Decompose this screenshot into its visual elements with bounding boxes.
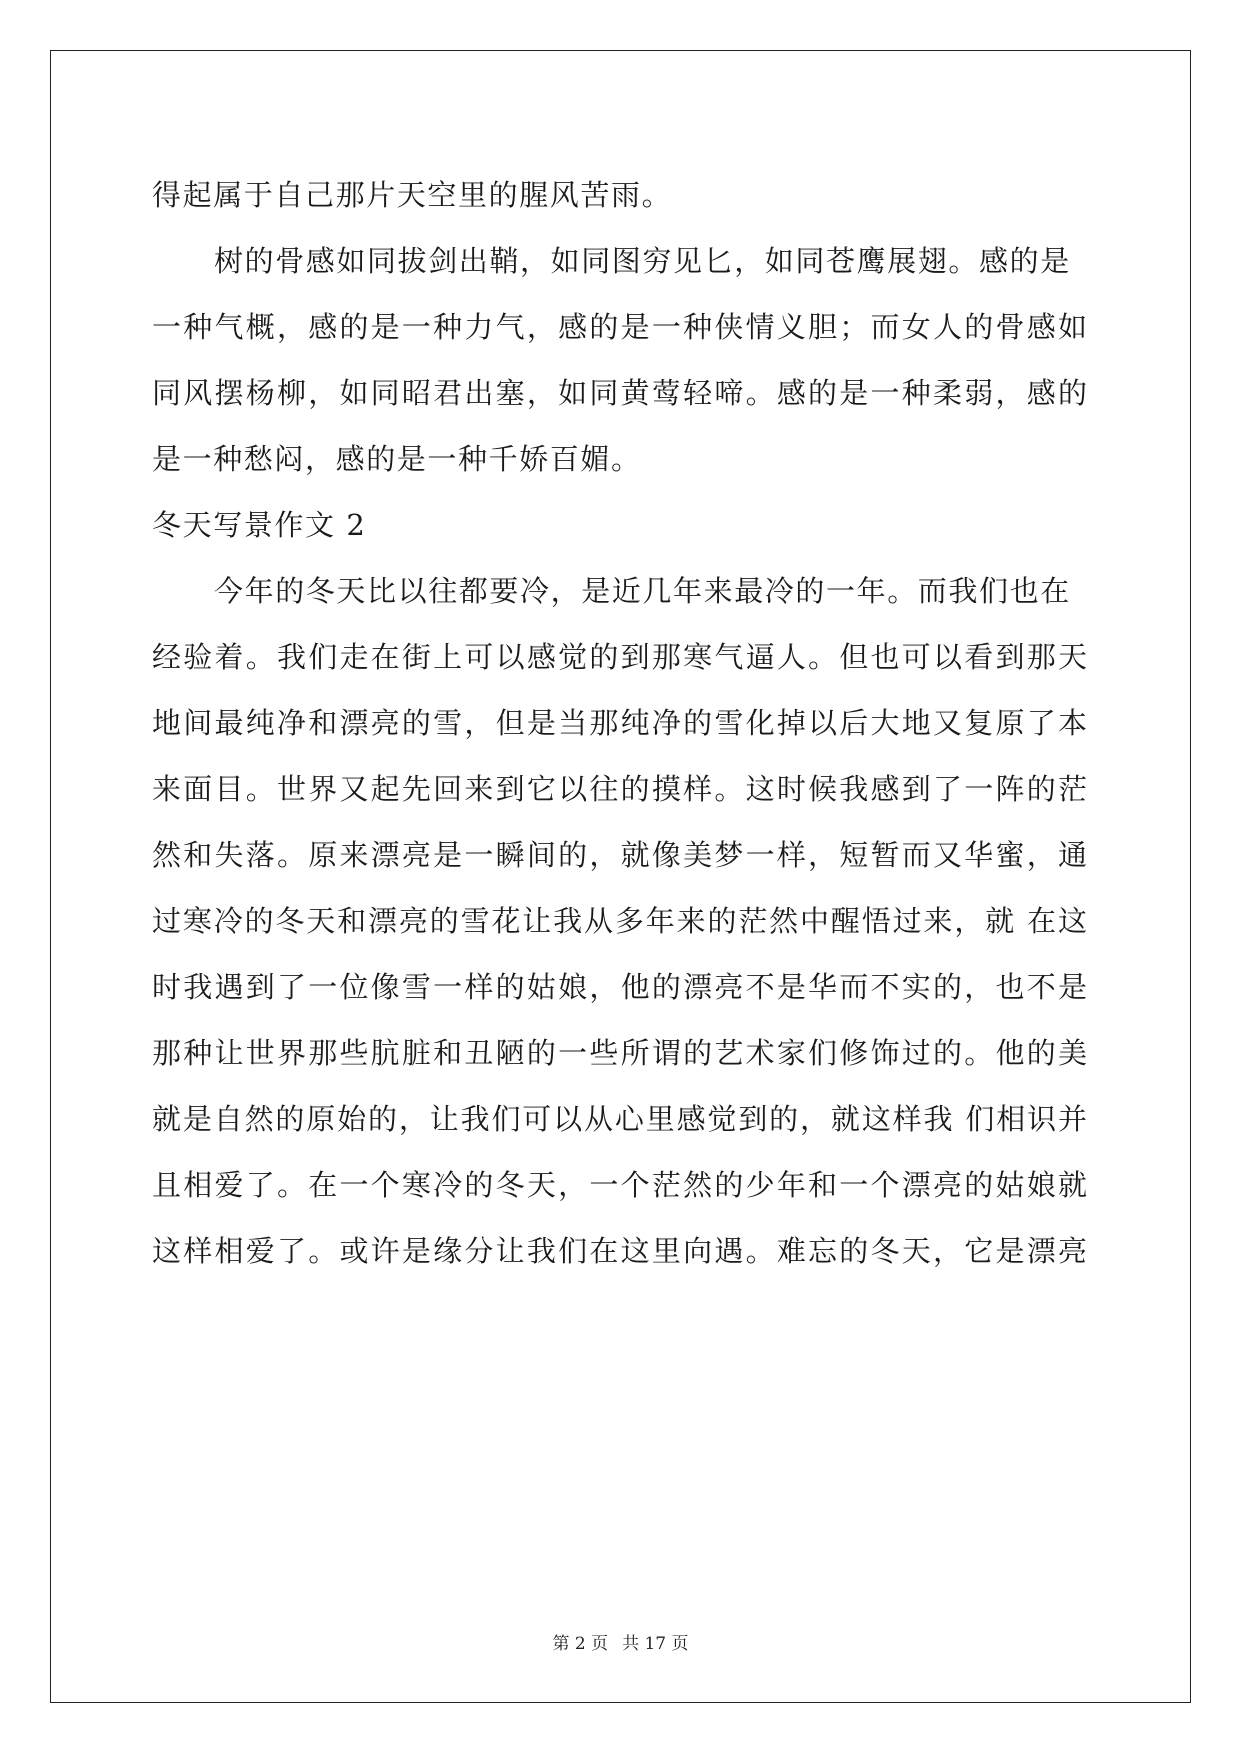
paragraph-line: 是一种愁闷，感的是一种千娇百媚。 (152, 442, 642, 476)
document-body (152, 162, 1087, 1284)
paragraph-line: 那种让世界那些肮脏和丑陋的一些所谓的艺术家们修饰过的。他的美 (152, 1036, 1087, 1070)
paragraph-line: 得起属于自己那片天空里的腥风苦雨。 (152, 178, 673, 212)
page-footer (0, 1632, 1241, 1656)
paragraph-line: 树的骨感如同拔剑出鞘，如同图穷见匕，如同苍鹰展翅。感的是 (214, 244, 1071, 278)
paragraph-line: 今年的冬天比以往都要冷，是近几年来最冷的一年。而我们也在 (214, 574, 1071, 608)
paragraph-line: 然和失落。原来漂亮是一瞬间的，就像美梦一样，短暂而又华蜜，通 (152, 838, 1087, 872)
page-total: 共 17 页 (622, 1634, 689, 1654)
paragraph-line: 来面目。世界又起先回来到它以往的摸样。这时候我感到了一阵的茫 (152, 772, 1087, 806)
paragraph-line: 同风摆杨柳，如同昭君出塞，如同黄莺轻啼。感的是一种柔弱，感的 (152, 376, 1087, 410)
paragraph-line: 经验着。我们走在街上可以感觉的到那寒气逼人。但也可以看到那天 (152, 640, 1087, 674)
paragraph-line: 时我遇到了一位像雪一样的姑娘，他的漂亮不是华而不实的，也不是 (152, 970, 1087, 1004)
page-number: 第 2 页 (552, 1634, 609, 1654)
paragraph-line: 一种气概，感的是一种力气，感的是一种侠情义胆；而女人的骨感如 (152, 310, 1087, 344)
paragraph-line: 且相爱了。在一个寒冷的冬天，一个茫然的少年和一个漂亮的姑娘就 (152, 1168, 1087, 1202)
paragraph-line: 这样相爱了。或许是缘分让我们在这里向遇。难忘的冬天，它是漂亮 (152, 1234, 1087, 1268)
paragraph-line: 就是自然的原始的，让我们可以从心里感觉到的，就这样我 们相识并 (152, 1102, 1087, 1136)
paragraph-line: 地间最纯净和漂亮的雪，但是当那纯净的雪化掉以后大地又复原了本 (152, 706, 1087, 740)
paragraph-line: 过寒冷的冬天和漂亮的雪花让我从多年来的茫然中醒悟过来，就 在这 (152, 904, 1087, 938)
section-heading: 冬天写景作文 2 (152, 508, 367, 542)
